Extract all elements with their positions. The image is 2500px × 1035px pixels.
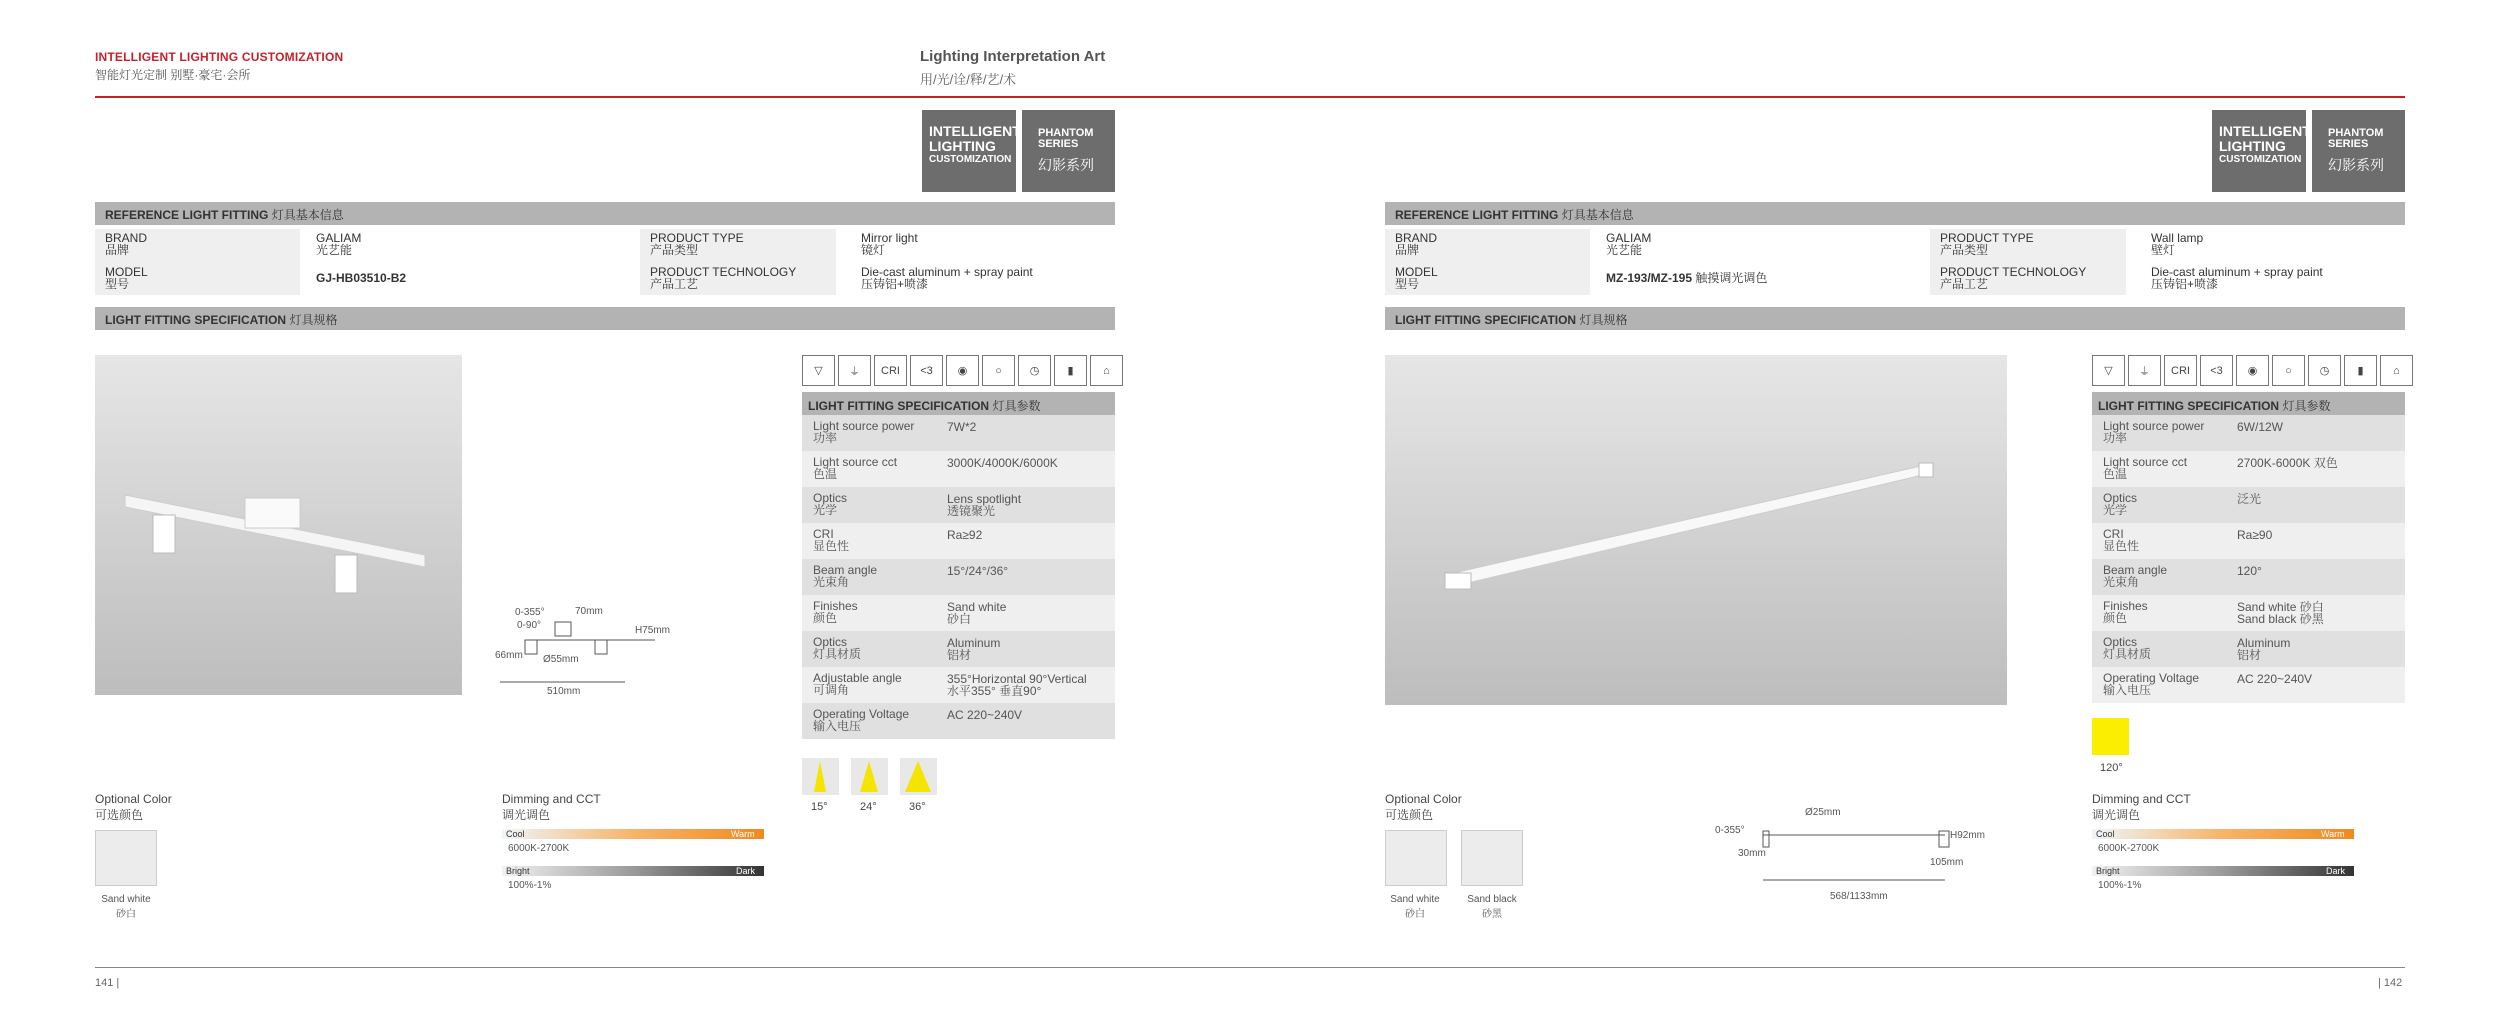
spec-row: Beam angle 光束角 120° (2092, 559, 2405, 595)
warm-label: Warm (2321, 829, 2345, 839)
beam-15-swatch (802, 758, 839, 795)
cri-icon: CRI (2164, 355, 2197, 386)
dark-label: Dark (2326, 866, 2346, 876)
temperature-icon: ▮ (1054, 355, 1087, 386)
brand-label: BRAND 品牌 (1395, 231, 1438, 257)
page-number-right: | 142 (2378, 977, 2403, 989)
sdcm-icon: <3 (2200, 355, 2233, 386)
brand-value: GALIAM 光艺能 (316, 231, 362, 257)
spec-bar-left: LIGHT FITTING SPECIFICATION 灯具规格 (95, 307, 1115, 330)
eye-icon: ◉ (2236, 355, 2269, 386)
product-image-left (95, 355, 462, 695)
dimension-drawing-left: 0-355° 0-90° 70mm H75mm Ø55mm 66mm 510mm (495, 606, 671, 697)
wall-lamp-illustration (1385, 355, 2007, 705)
spec-row: Light source power 功率 7W*2 (802, 415, 1115, 451)
model-label: MODEL 型号 (105, 265, 148, 291)
beam-36-swatch (900, 758, 937, 795)
track-light-illustration (95, 355, 462, 695)
model-value: MZ-193/MZ-195 触摸调光调色 (1606, 271, 1768, 285)
lifetime-icon: ◷ (2308, 355, 2341, 386)
color-swatch-sand-black (1461, 830, 1523, 886)
tag-phantom-right: PHANTOM SERIES 幻影系列 (2312, 110, 2405, 192)
color-swatch-label: Sand black 砂黑 (1467, 894, 1517, 920)
center-title: Lighting Interpretation Art (920, 48, 1106, 65)
bright-label: Bright (506, 866, 530, 876)
brand-title: INTELLIGENT LIGHTING CUSTOMIZATION (95, 50, 344, 64)
spec-row: Optics 光学 Lens spotlight 透镜聚光 (802, 487, 1115, 523)
spec-row: Finishes 颜色 Sand white 砂白 (802, 595, 1115, 631)
beam-label: 36° (909, 801, 926, 813)
spec-row: Finishes 颜色 Sand white 砂白 Sand black 砂黑 (2092, 595, 2405, 631)
model-value: GJ-HB03510-B2 (316, 271, 407, 285)
ground-icon: ⏚ (838, 355, 871, 386)
ptech-value: Die-cast aluminum + spray paint 压铸铝+喷漆 (861, 265, 1033, 291)
sdcm-icon: <3 (910, 355, 943, 386)
spec-row: Light source cct 色温 3000K/4000K/6000K (802, 451, 1115, 487)
warm-label: Warm (731, 829, 755, 839)
spec-row: Light source cct 色温 2700K-6000K 双色 (2092, 451, 2405, 487)
indoor-icon: ⌂ (2380, 355, 2413, 386)
dark-icon: ○ (2272, 355, 2305, 386)
brand-value: GALIAM 光艺能 (1606, 231, 1652, 257)
cool-label: Cool (506, 829, 525, 839)
eye-icon: ◉ (946, 355, 979, 386)
cert-icons-left (802, 355, 1123, 386)
optional-color-label-left: Optional Color 可选颜色 (95, 792, 172, 822)
brand-subtitle: 智能灯光定制 别墅·豪宅·会所 (95, 68, 251, 82)
spec-table-left: LIGHT FITTING SPECIFICATION 灯具参数 Light source power 功率 7W*2 Light source cct 色温 3000K/4000K/6000K Optics 光学 Lens spotlight 透镜聚光 CRI 显色性 Ra≥92 Beam angle 光束角 15°/24°/36° Finishes 颜色 Sand white 砂白 Optics 灯具材质 Aluminum 铝材 Adjustable angle 可调角 355°Horizontal 90°Vertical 水平355° 垂直90° Operating Voltage 输入电压 AC 220~240V (802, 392, 1115, 739)
spec-row: Operating Voltage 输入电压 AC 220~240V (802, 703, 1115, 739)
spec-row: CRI 显色性 Ra≥90 (2092, 523, 2405, 559)
ref-bar-right: REFERENCE LIGHT FITTING 灯具基本信息 (1385, 202, 2405, 225)
indoor-icon: ⌂ (1090, 355, 1123, 386)
tag-intelligent-right: INTELLIGENT LIGHTING CUSTOMIZATION (2212, 110, 2306, 192)
cool-label: Cool (2096, 829, 2115, 839)
bright-label: Bright (2096, 866, 2120, 876)
cert-icons-right (2092, 355, 2413, 386)
cct-range: 6000K-2700K (508, 843, 570, 854)
spec-row: Optics 灯具材质 Aluminum 铝材 (802, 631, 1115, 667)
ground-icon: ⏚ (2128, 355, 2161, 386)
color-swatch-label: Sand white 砂白 (1390, 894, 1440, 920)
temperature-icon: ▮ (2344, 355, 2377, 386)
beam-label: 24° (860, 801, 877, 813)
product-image-right (1385, 355, 2007, 705)
beam-120-swatch (2092, 718, 2129, 755)
color-swatch-sand-white (1385, 830, 1447, 886)
spec-bar-right: LIGHT FITTING SPECIFICATION 灯具规格 (1385, 307, 2405, 330)
ptech-value: Die-cast aluminum + spray paint 压铸铝+喷漆 (2151, 265, 2323, 291)
dark-icon: ○ (982, 355, 1015, 386)
optional-color-label-right: Optional Color 可选颜色 (1385, 792, 1462, 822)
header-divider (95, 96, 2405, 98)
cct-gradient-left (502, 829, 764, 839)
ptype-label: PRODUCT TYPE 产品类型 (650, 231, 744, 257)
ptype-value: Wall lamp 壁灯 (2151, 231, 2204, 257)
cct-gradient-right (2092, 829, 2354, 839)
beam-24-swatch (851, 758, 888, 795)
dimension-drawing-right: 0-355° Ø25mm H92mm 30mm 105mm 568/1133mm (1715, 807, 1986, 902)
dim-range: 100%-1% (2098, 880, 2142, 891)
dimming-label-right: Dimming and CCT 调光调色 (2092, 792, 2191, 822)
footer-divider (95, 967, 2405, 968)
cct-range: 6000K-2700K (2098, 843, 2160, 854)
spec-row: Light source power 功率 6W/12W (2092, 415, 2405, 451)
spec-row: Beam angle 光束角 15°/24°/36° (802, 559, 1115, 595)
ref-bar-left: REFERENCE LIGHT FITTING 灯具基本信息 (95, 202, 1115, 225)
page-number-left: 141 | (95, 977, 120, 989)
spec-row: CRI 显色性 Ra≥92 (802, 523, 1115, 559)
dimming-label-left: Dimming and CCT 调光调色 (502, 792, 601, 822)
dark-label: Dark (736, 866, 756, 876)
model-label: MODEL 型号 (1395, 265, 1438, 291)
spec-row: Optics 灯具材质 Aluminum 铝材 (2092, 631, 2405, 667)
color-swatch-label: Sand white 砂白 (101, 894, 151, 920)
cri-icon: CRI (874, 355, 907, 386)
color-swatch-sand-white (95, 830, 157, 886)
beam-label: 15° (811, 801, 828, 813)
ptech-label: PRODUCT TECHNOLOGY 产品工艺 (1940, 265, 2087, 291)
tag-phantom-left: PHANTOM SERIES 幻影系列 (1022, 110, 1115, 192)
spec-table-right: LIGHT FITTING SPECIFICATION 灯具参数 Light source power 功率 6W/12W Light source cct 色温 2700K-6000K 双色 Optics 光学 泛光 CRI 显色性 Ra≥90 Beam angle 光束角 120° Finishes 颜色 Sand white 砂白 Sand black 砂黑 Optics 灯具材质 Aluminum 铝材 Operating Voltage 输入电压 AC 220~240V (2092, 392, 2405, 703)
center-subtitle: 用/光/诠/释/艺/术 (920, 72, 1017, 87)
spec-row: Operating Voltage 输入电压 AC 220~240V (2092, 667, 2405, 703)
driver-icon: ▽ (802, 355, 835, 386)
dim-gradient-right (2092, 866, 2354, 876)
ptech-label: PRODUCT TECHNOLOGY 产品工艺 (650, 265, 797, 291)
ptype-value: Mirror light 镜灯 (861, 231, 918, 257)
ptype-label: PRODUCT TYPE 产品类型 (1940, 231, 2034, 257)
driver-icon: ▽ (2092, 355, 2125, 386)
beam-label: 120° (2100, 762, 2123, 774)
dim-range: 100%-1% (508, 880, 552, 891)
dim-gradient-left (502, 866, 764, 876)
tag-intelligent-left: INTELLIGENT LIGHTING CUSTOMIZATION (922, 110, 1016, 192)
lifetime-icon: ◷ (1018, 355, 1051, 386)
spec-row: Adjustable angle 可调角 355°Horizontal 90°Vertical 水平355° 垂直90° (802, 667, 1115, 703)
spec-row: Optics 光学 泛光 (2092, 487, 2405, 523)
brand-label: BRAND 品牌 (105, 231, 148, 257)
